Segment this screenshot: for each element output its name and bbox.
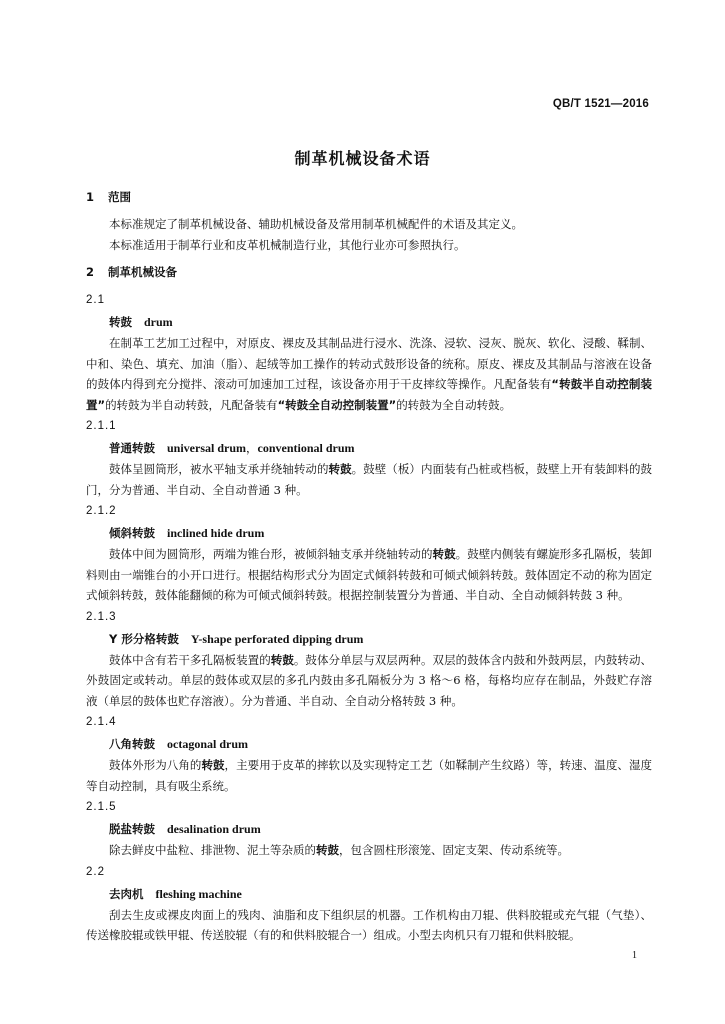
definition-text: 。鼓体分单层与双层两种。双层的鼓体含内鼓和外鼓两层，内鼓转动、外鼓固定或转动。单层的鼓体或双层的多孔内鼓由多孔隔板分为 3 格～6 格，每格均应存在制品，外鼓贮存溶液（单层的鼓体也贮存溶液）。分为普通、半自动、全自动分格转鼓 3 种。 [86,652,653,708]
definition-text: 在制革工艺加工过程中，对原皮、裸皮及其制品进行浸水、洗涤、浸软、浸灰、脱灰、软化、浸酸、鞣制、中和、染色、填充、加油（脂）、起绒等加工操作的转动式鼓形设备的统称。原皮、裸皮及其制品与溶液在设备的鼓体内得到充分搅拌、滚动可加速加工过程，该设备亦用于干皮摔纹等操作。凡配备装有 [86,336,652,391]
clause-number: 2.1 [86,294,105,306]
definition-term-ref: 转鼓 [201,758,225,772]
standard-code: QB/T 1521—2016 [552,98,649,110]
definition-text: 的转鼓为半自动转鼓，凡配备装有 [105,397,278,412]
term-zh: 普通转鼓 [109,441,155,455]
term-en: octagonal drum [167,737,248,751]
definition-term-ref: 转鼓 [270,652,294,667]
definition-term-ref: “转鼓半自动控制装置” [86,377,653,412]
scope-paragraph: 本标准适用于制革行业和皮革机械制造行业，其他行业亦可参照执行。 [109,237,466,252]
definition-text: 除去鲜皮中盐粒、排泄物、泥土等杂质的 [109,843,316,857]
clause-number: 2.1.3 [86,610,117,623]
term-zh: Y 形分格转鼓 [109,631,179,646]
clause-number: 2.1.1 [86,420,117,432]
section-number: 1 [86,190,95,204]
definition-text: 鼓体呈圆筒形，被水平轴支承并绕轴转动的 [109,462,329,476]
term-zh: 转鼓 [109,315,132,329]
term-en-alt: conventional drum [257,441,355,455]
clause-number: 2.1.2 [86,505,117,517]
term-en: fleshing machine [155,886,242,901]
term-definition [86,459,652,500]
section-number: 2 [86,265,95,279]
definition-text: 的转鼓为全自动转鼓。 [396,397,512,412]
document-body [86,186,652,946]
term-entry [109,733,652,755]
term-entry [109,311,652,333]
definition-term-ref: 转鼓 [328,462,352,476]
section-title: 范围 [108,190,131,204]
section-1-heading [86,186,652,208]
term-zh: 倾斜转鼓 [109,526,155,540]
definition-text: 。鼓壁（板）内面装有凸桩或档板，鼓壁上开有装卸料的鼓门，分为普通、半自动、全自动普通 3 种。 [86,462,652,497]
term-en: inclined hide drum [167,526,265,540]
definition-text: 鼓体外形为八角的 [109,758,202,772]
term-definition: 刮去生皮或裸皮肉面上的残肉、油脂和皮下组织层的机器。工作机构由刀辊、供料胶辊或充气辊（气垫）、传送橡胶辊或铁甲辊、传送胶辊（有的和供料胶辊合一）组成。小型去肉机只有刀辊和供料胶辊。 [86,907,652,942]
term-en: drum [144,315,173,329]
definition-term-ref: 转鼓 [432,547,456,561]
term-en: universal drum [167,441,247,455]
definition-text: 鼓体中间为圆筒形，两端为锥台形，被倾斜轴支承并绕轴转动的 [109,547,433,561]
term-definition [86,840,652,861]
term-en: Y-shape perforated dipping drum [190,631,364,646]
term-entry [109,883,652,905]
clause-number: 2.1.4 [86,716,117,728]
section-2-heading [86,261,652,283]
definition-text: ，主要用于皮革的摔软以及实现特定工艺（如鞣制产生纹路）等，转速、温度、湿度等自动控制，具有吸尘系统。 [86,758,652,793]
definition-term-ref: “转鼓全自动控制装置” [277,397,397,412]
term-en: desalination drum [167,822,261,836]
definition-term-ref: 转鼓 [316,843,339,857]
scope-paragraph: 本标准规定了制革机械设备、辅助机械设备及常用制革机械配件的术语及其定义。 [109,217,523,231]
clause-number: 2.1.5 [86,801,117,813]
term-definition [86,333,652,415]
document-title: 制革机械设备术语 [294,149,431,168]
term-entry [109,522,652,544]
definition-text: 。鼓壁内侧装有螺旋形多孔隔板，装卸料则由一端锥台的小开口进行。根据结构形式分为固定式倾斜转鼓和可倾式倾斜转鼓。鼓体固定不动的称为固定式倾斜转鼓，鼓体能翻倾的称为可倾式倾斜转鼓。根据控制装置分为普通、半自动、全自动倾斜转鼓 3 种。 [86,547,653,602]
term-entry: 普通转鼓 universal drum，conventional drum [109,441,355,455]
page-number: 1 [632,950,637,961]
clause-number: 2.2 [86,865,105,878]
term-entry [109,818,652,840]
term-entry [109,628,652,650]
term-definition [86,544,652,606]
term-definition [86,650,652,712]
definition-text: ，包含圆柱形滚笼、固定支架、传动系统等。 [339,843,569,857]
section-title: 制革机械设备 [108,265,177,279]
definition-text: 鼓体中含有若干多孔隔板装置的 [109,652,271,667]
term-zh: 去肉机 [109,886,144,901]
term-definition [86,755,652,796]
term-zh: 八角转鼓 [109,737,155,751]
term-zh: 脱盐转鼓 [109,822,155,836]
